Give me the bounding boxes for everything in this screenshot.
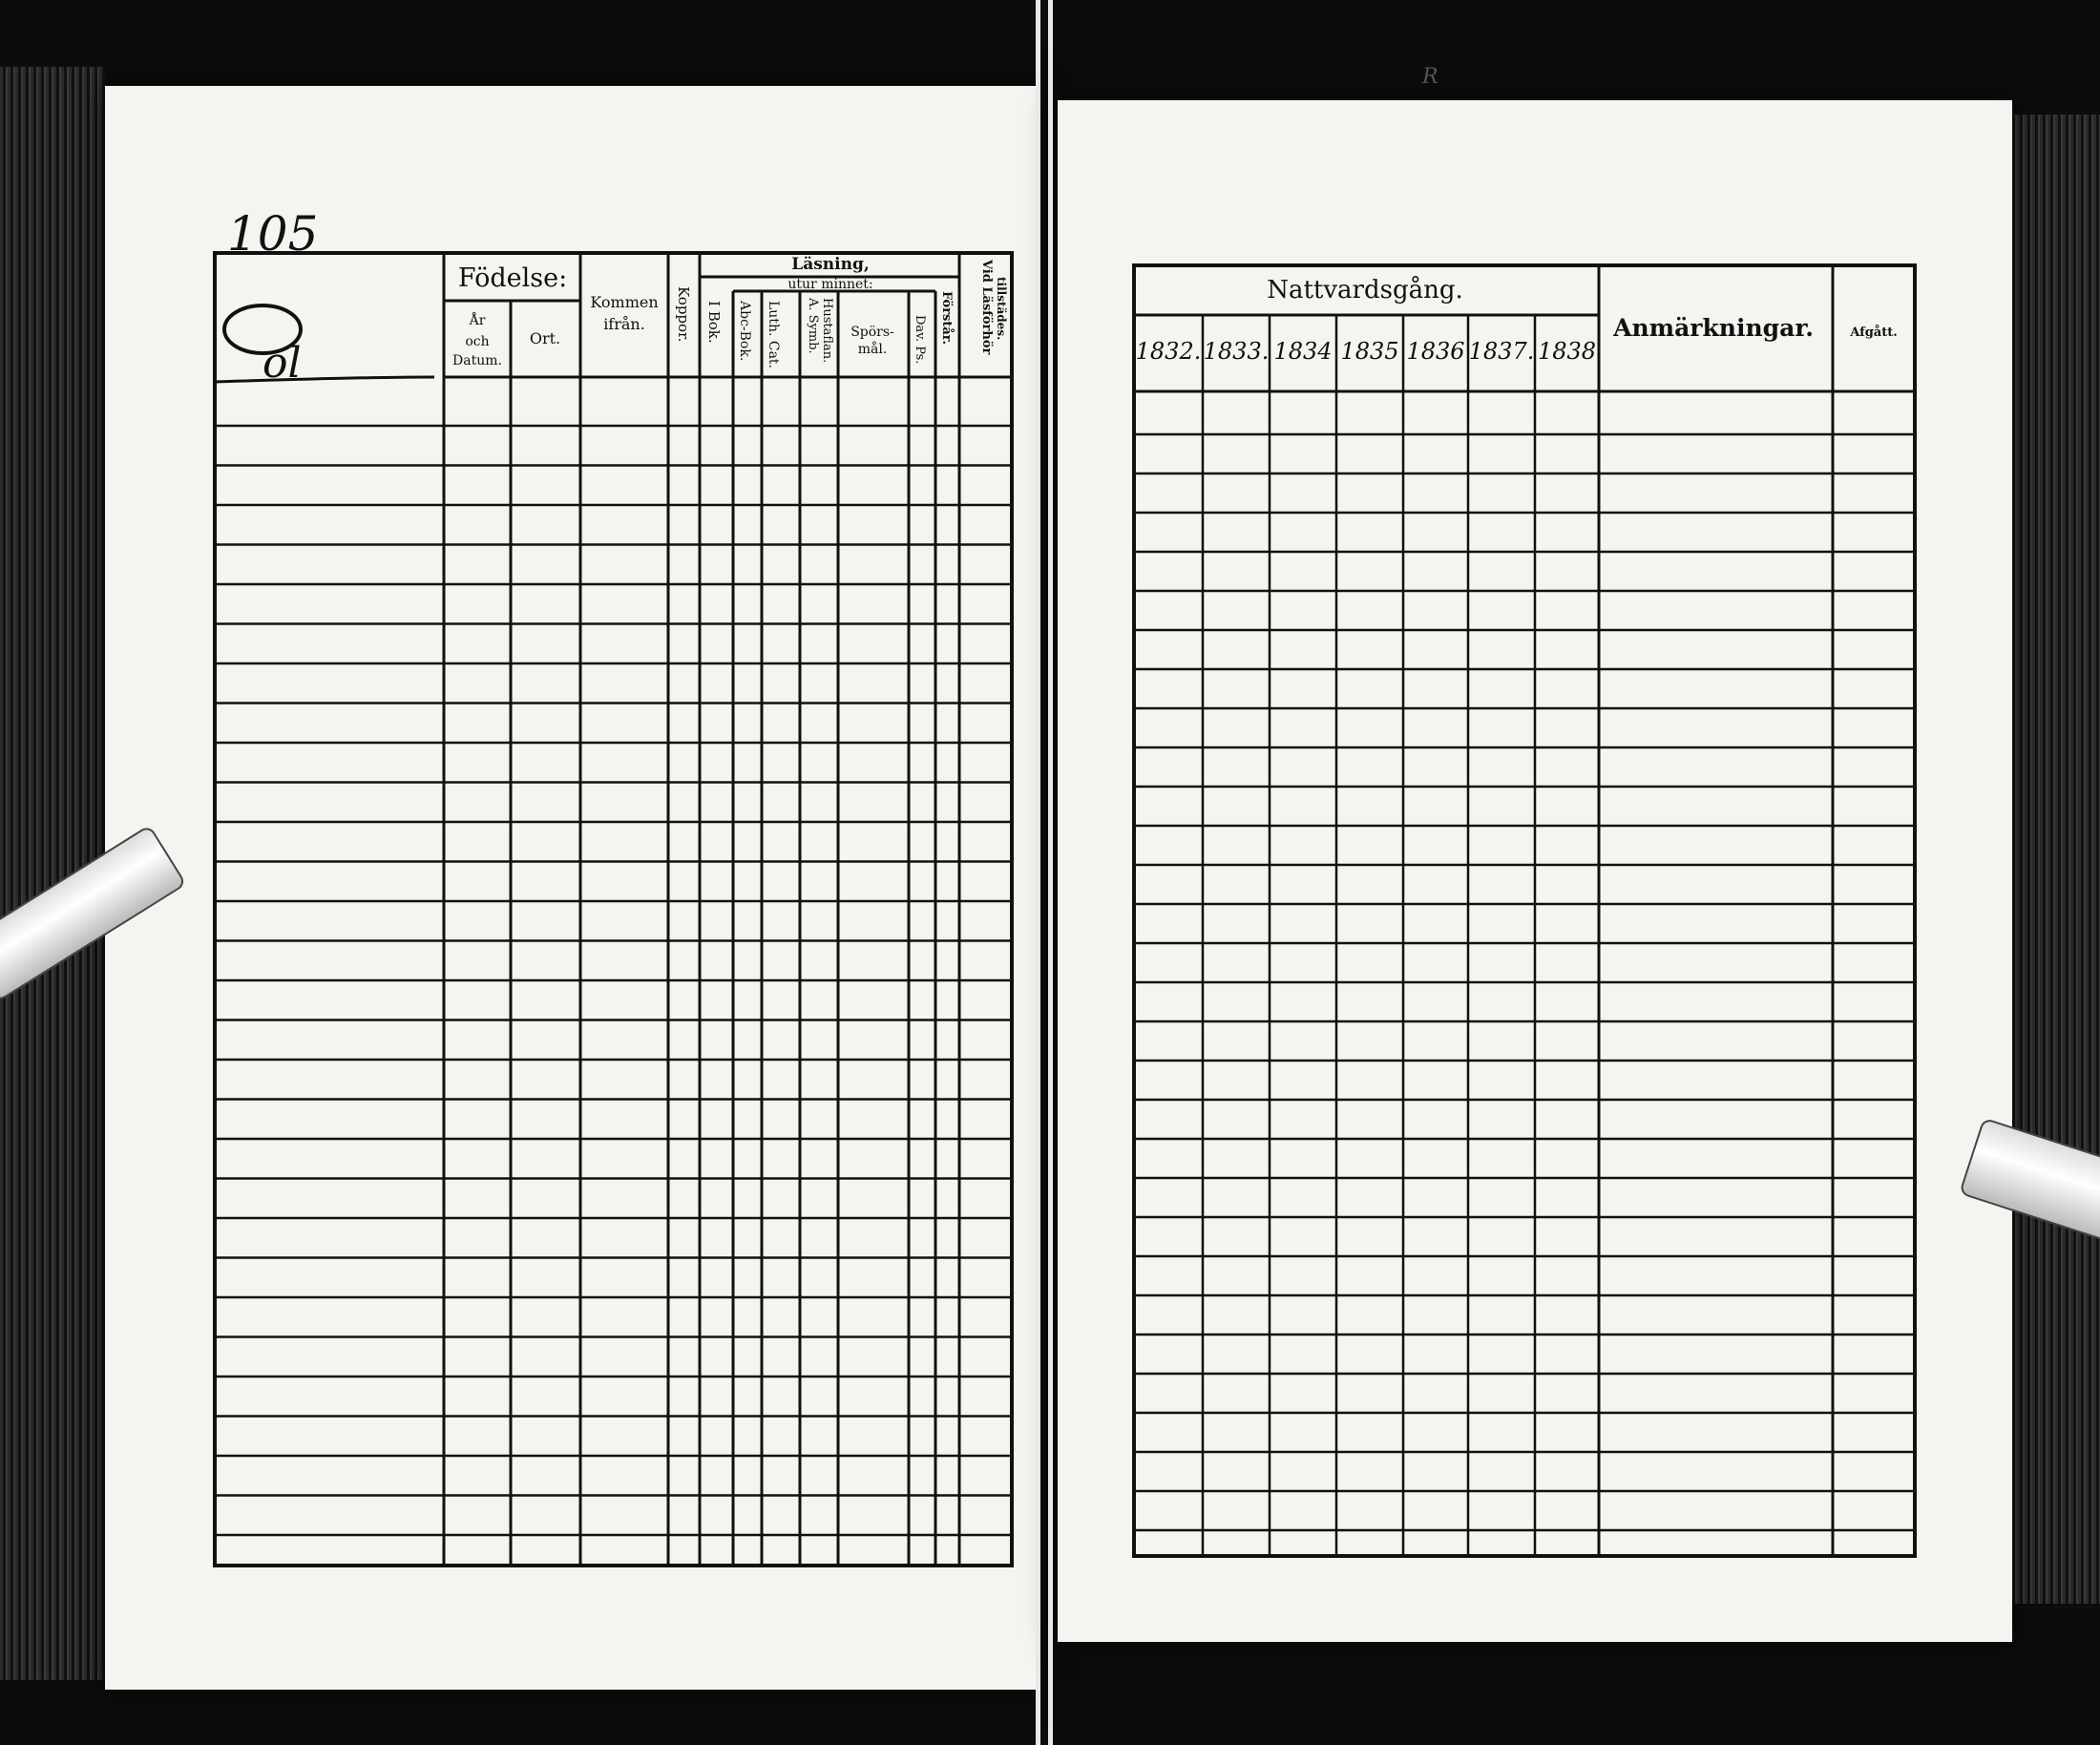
header-mal: mål. xyxy=(857,342,888,357)
header-ort: Ort. xyxy=(529,329,561,347)
header-spors: Spörs- xyxy=(850,325,894,340)
header-datum: Datum. xyxy=(452,353,502,368)
binding-spine-line xyxy=(1036,0,1040,1745)
year-label: 1834 xyxy=(1273,338,1333,365)
header-dav-ps: Dav. Ps. xyxy=(913,315,927,365)
right-page xyxy=(1058,100,2012,1642)
header-tillstades: tillstädes. xyxy=(995,277,1008,341)
header-afgatt: Afgått. xyxy=(1850,326,1898,340)
right-page-block-edge xyxy=(2009,115,2100,1604)
binding-spine-line xyxy=(1048,0,1053,1745)
header-i-bok: I Bok. xyxy=(705,301,723,344)
header-ar: År xyxy=(469,313,486,328)
header-anmarkningar: Anmärkningar. xyxy=(1613,314,1814,342)
header-kommen: Kommen xyxy=(590,293,659,311)
header-nattvardsgang: Nattvardsgång. xyxy=(1267,276,1463,305)
year-label: 1836 xyxy=(1406,338,1465,365)
header-hustaflan: Hustaflan. xyxy=(820,298,834,364)
header-utur-minnet: utur minnet: xyxy=(788,277,873,292)
header-forstar: Förstår. xyxy=(939,291,954,345)
header-abc-bok: Abc-Bok. xyxy=(737,301,752,362)
year-label: 1837. xyxy=(1468,338,1535,365)
header-fodelse: Födelse: xyxy=(457,263,568,293)
header-ifran: ifrån. xyxy=(603,315,645,333)
header-lasning: Läsning, xyxy=(791,255,870,274)
left-page xyxy=(105,86,1040,1690)
header-vid-lasforhor: Vid Läsförhör xyxy=(979,260,994,355)
page-number: 105 xyxy=(227,206,319,262)
header-a-symb: A. Symb. xyxy=(806,298,820,354)
year-label: 1832. xyxy=(1135,338,1202,365)
header-luth-cat: Luth. Cat. xyxy=(766,301,781,368)
year-label: 1833. xyxy=(1203,338,1270,365)
header-koppor: Koppor. xyxy=(675,286,692,343)
year-label: 1838 xyxy=(1537,338,1597,365)
year-label: 1835 xyxy=(1340,338,1399,365)
stray-mark: R xyxy=(1422,65,1438,89)
name-entry: ol xyxy=(262,339,302,388)
header-och: och xyxy=(465,334,490,349)
